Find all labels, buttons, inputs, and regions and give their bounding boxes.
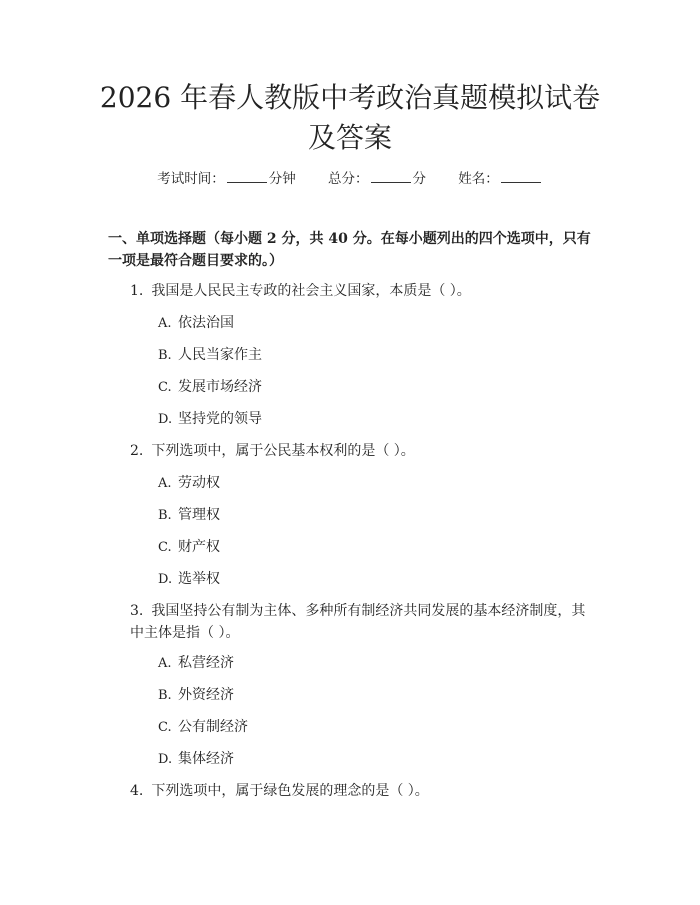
option-letter: C. [158, 540, 172, 555]
question-1-option-d [158, 408, 262, 431]
question-2-option-c [158, 536, 220, 559]
question-number: 3. [130, 603, 144, 619]
question-text: 下列选项中，属于公民基本权利的是（ ）。 [151, 443, 415, 459]
total-score-field [328, 171, 430, 187]
exam-info-line [0, 168, 700, 189]
question-text: 我国坚持公有制为主体、多种所有制经济共同发展的基本经济制度，其中主体是指（ ）。 [130, 603, 586, 641]
option-text: 劳动权 [178, 475, 220, 491]
question-3-option-d [158, 748, 234, 771]
option-letter: B. [158, 508, 172, 523]
section-heading: 一、单项选择题（每小题 2 分，共 40 分。在每小题列出的四个选项中，只有一项是最符合题目要求的。） [108, 231, 591, 269]
question-3 [130, 600, 596, 644]
option-text: 外资经济 [178, 687, 234, 703]
exam-time-unit: 分钟 [268, 171, 296, 187]
question-4 [130, 780, 596, 802]
option-letter: D. [158, 412, 173, 427]
question-text: 下列选项中，属于绿色发展的理念的是（ ）。 [151, 783, 429, 799]
question-1 [130, 280, 596, 302]
option-letter: C. [158, 720, 172, 735]
total-score-label: 总分： [328, 171, 369, 187]
option-text: 管理权 [178, 507, 220, 523]
name-field [458, 171, 543, 187]
option-letter: A. [158, 316, 172, 331]
name-label: 姓名： [458, 171, 499, 187]
total-score-blank [371, 168, 411, 183]
option-text: 公有制经济 [178, 719, 248, 735]
question-2-option-d [158, 568, 220, 591]
option-text: 依法治国 [178, 315, 234, 331]
question-number: 1. [130, 283, 144, 299]
exam-time-field [157, 171, 300, 187]
question-3-option-a [158, 652, 234, 675]
total-score-unit: 分 [412, 171, 426, 187]
question-3-option-b [158, 684, 234, 707]
question-number: 2. [130, 443, 144, 459]
question-3-option-c [158, 716, 248, 739]
option-letter: A. [158, 476, 172, 491]
option-text: 财产权 [178, 539, 220, 555]
option-letter: A. [158, 656, 172, 671]
option-letter: C. [158, 380, 172, 395]
question-2-option-b [158, 504, 220, 527]
question-1-option-c [158, 376, 262, 399]
option-letter: D. [158, 572, 173, 587]
question-1-option-a [158, 312, 234, 335]
option-text: 坚持党的领导 [178, 411, 262, 427]
exam-time-label: 考试时间： [157, 171, 225, 187]
option-letter: D. [158, 752, 173, 767]
option-text: 集体经济 [178, 751, 234, 767]
option-text: 私营经济 [178, 655, 234, 671]
question-number: 4. [130, 783, 144, 799]
option-text: 发展市场经济 [178, 379, 262, 395]
question-2 [130, 440, 596, 462]
option-letter: B. [158, 688, 172, 703]
exam-title: 2026 年春人教版中考政治真题模拟试卷及答案 [99, 81, 601, 154]
name-blank [501, 168, 541, 183]
option-letter: B. [158, 348, 172, 363]
exam-time-blank [227, 168, 267, 183]
option-text: 人民当家作主 [178, 347, 262, 363]
question-1-option-b [158, 344, 262, 367]
question-text: 我国是人民民主专政的社会主义国家，本质是（ ）。 [151, 283, 471, 299]
question-2-option-a [158, 472, 220, 495]
option-text: 选举权 [178, 571, 220, 587]
